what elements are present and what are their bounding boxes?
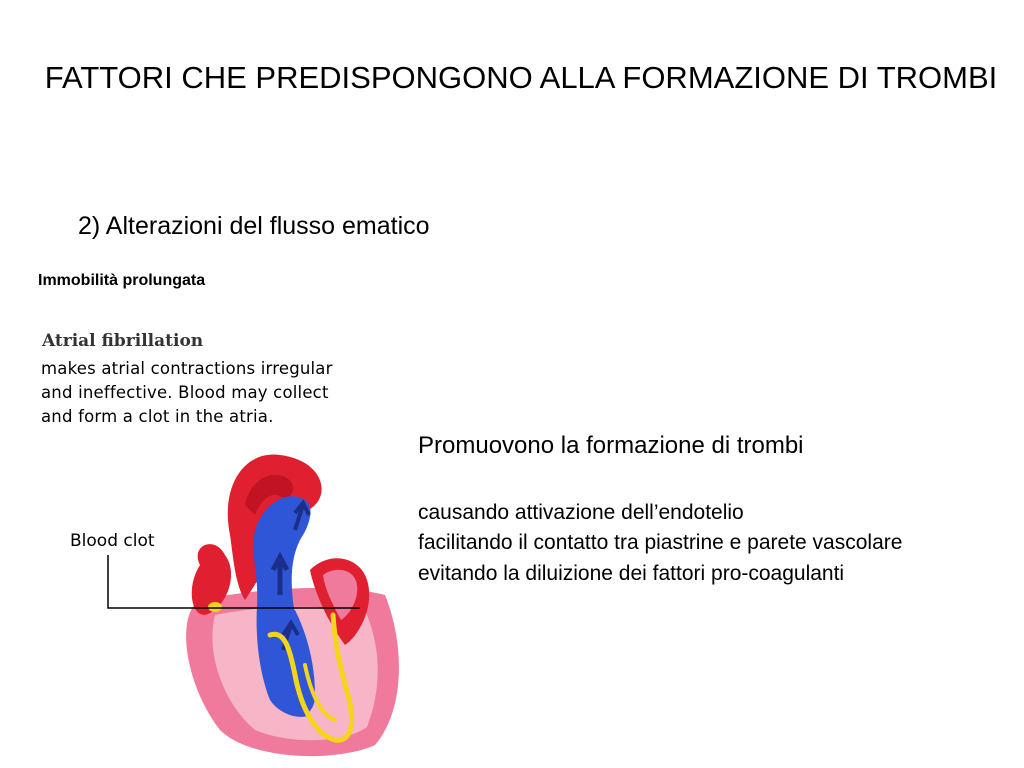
blood-clot-label: Blood clot bbox=[70, 531, 155, 551]
figure-caption-line: makes atrial contractions irregular bbox=[41, 359, 333, 378]
figure-caption-line: and form a clot in the atria. bbox=[41, 407, 274, 426]
effect-item: facilitando il contatto tra piastrine e parete vascolare bbox=[418, 531, 903, 554]
immobility-label: Immobilità prolungata bbox=[38, 272, 206, 289]
slide-title: FATTORI CHE PREDISPONGONO ALLA FORMAZIONE DI TROMBI bbox=[44, 60, 998, 95]
blood-clot bbox=[208, 602, 222, 612]
figure-caption-line: and ineffective. Blood may collect bbox=[41, 383, 329, 402]
effect-item: evitando la diluizione dei fattori pro-coagulanti bbox=[418, 562, 845, 585]
figure-heading: Atrial fibrillation bbox=[42, 331, 204, 351]
slide-subtitle: 2) Alterazioni del flusso ematico bbox=[78, 212, 430, 240]
effect-item: causando attivazione dell’endotelio bbox=[418, 501, 744, 524]
effects-title: Promuovono la formazione di trombi bbox=[418, 432, 804, 459]
heart-illustration bbox=[105, 445, 415, 760]
